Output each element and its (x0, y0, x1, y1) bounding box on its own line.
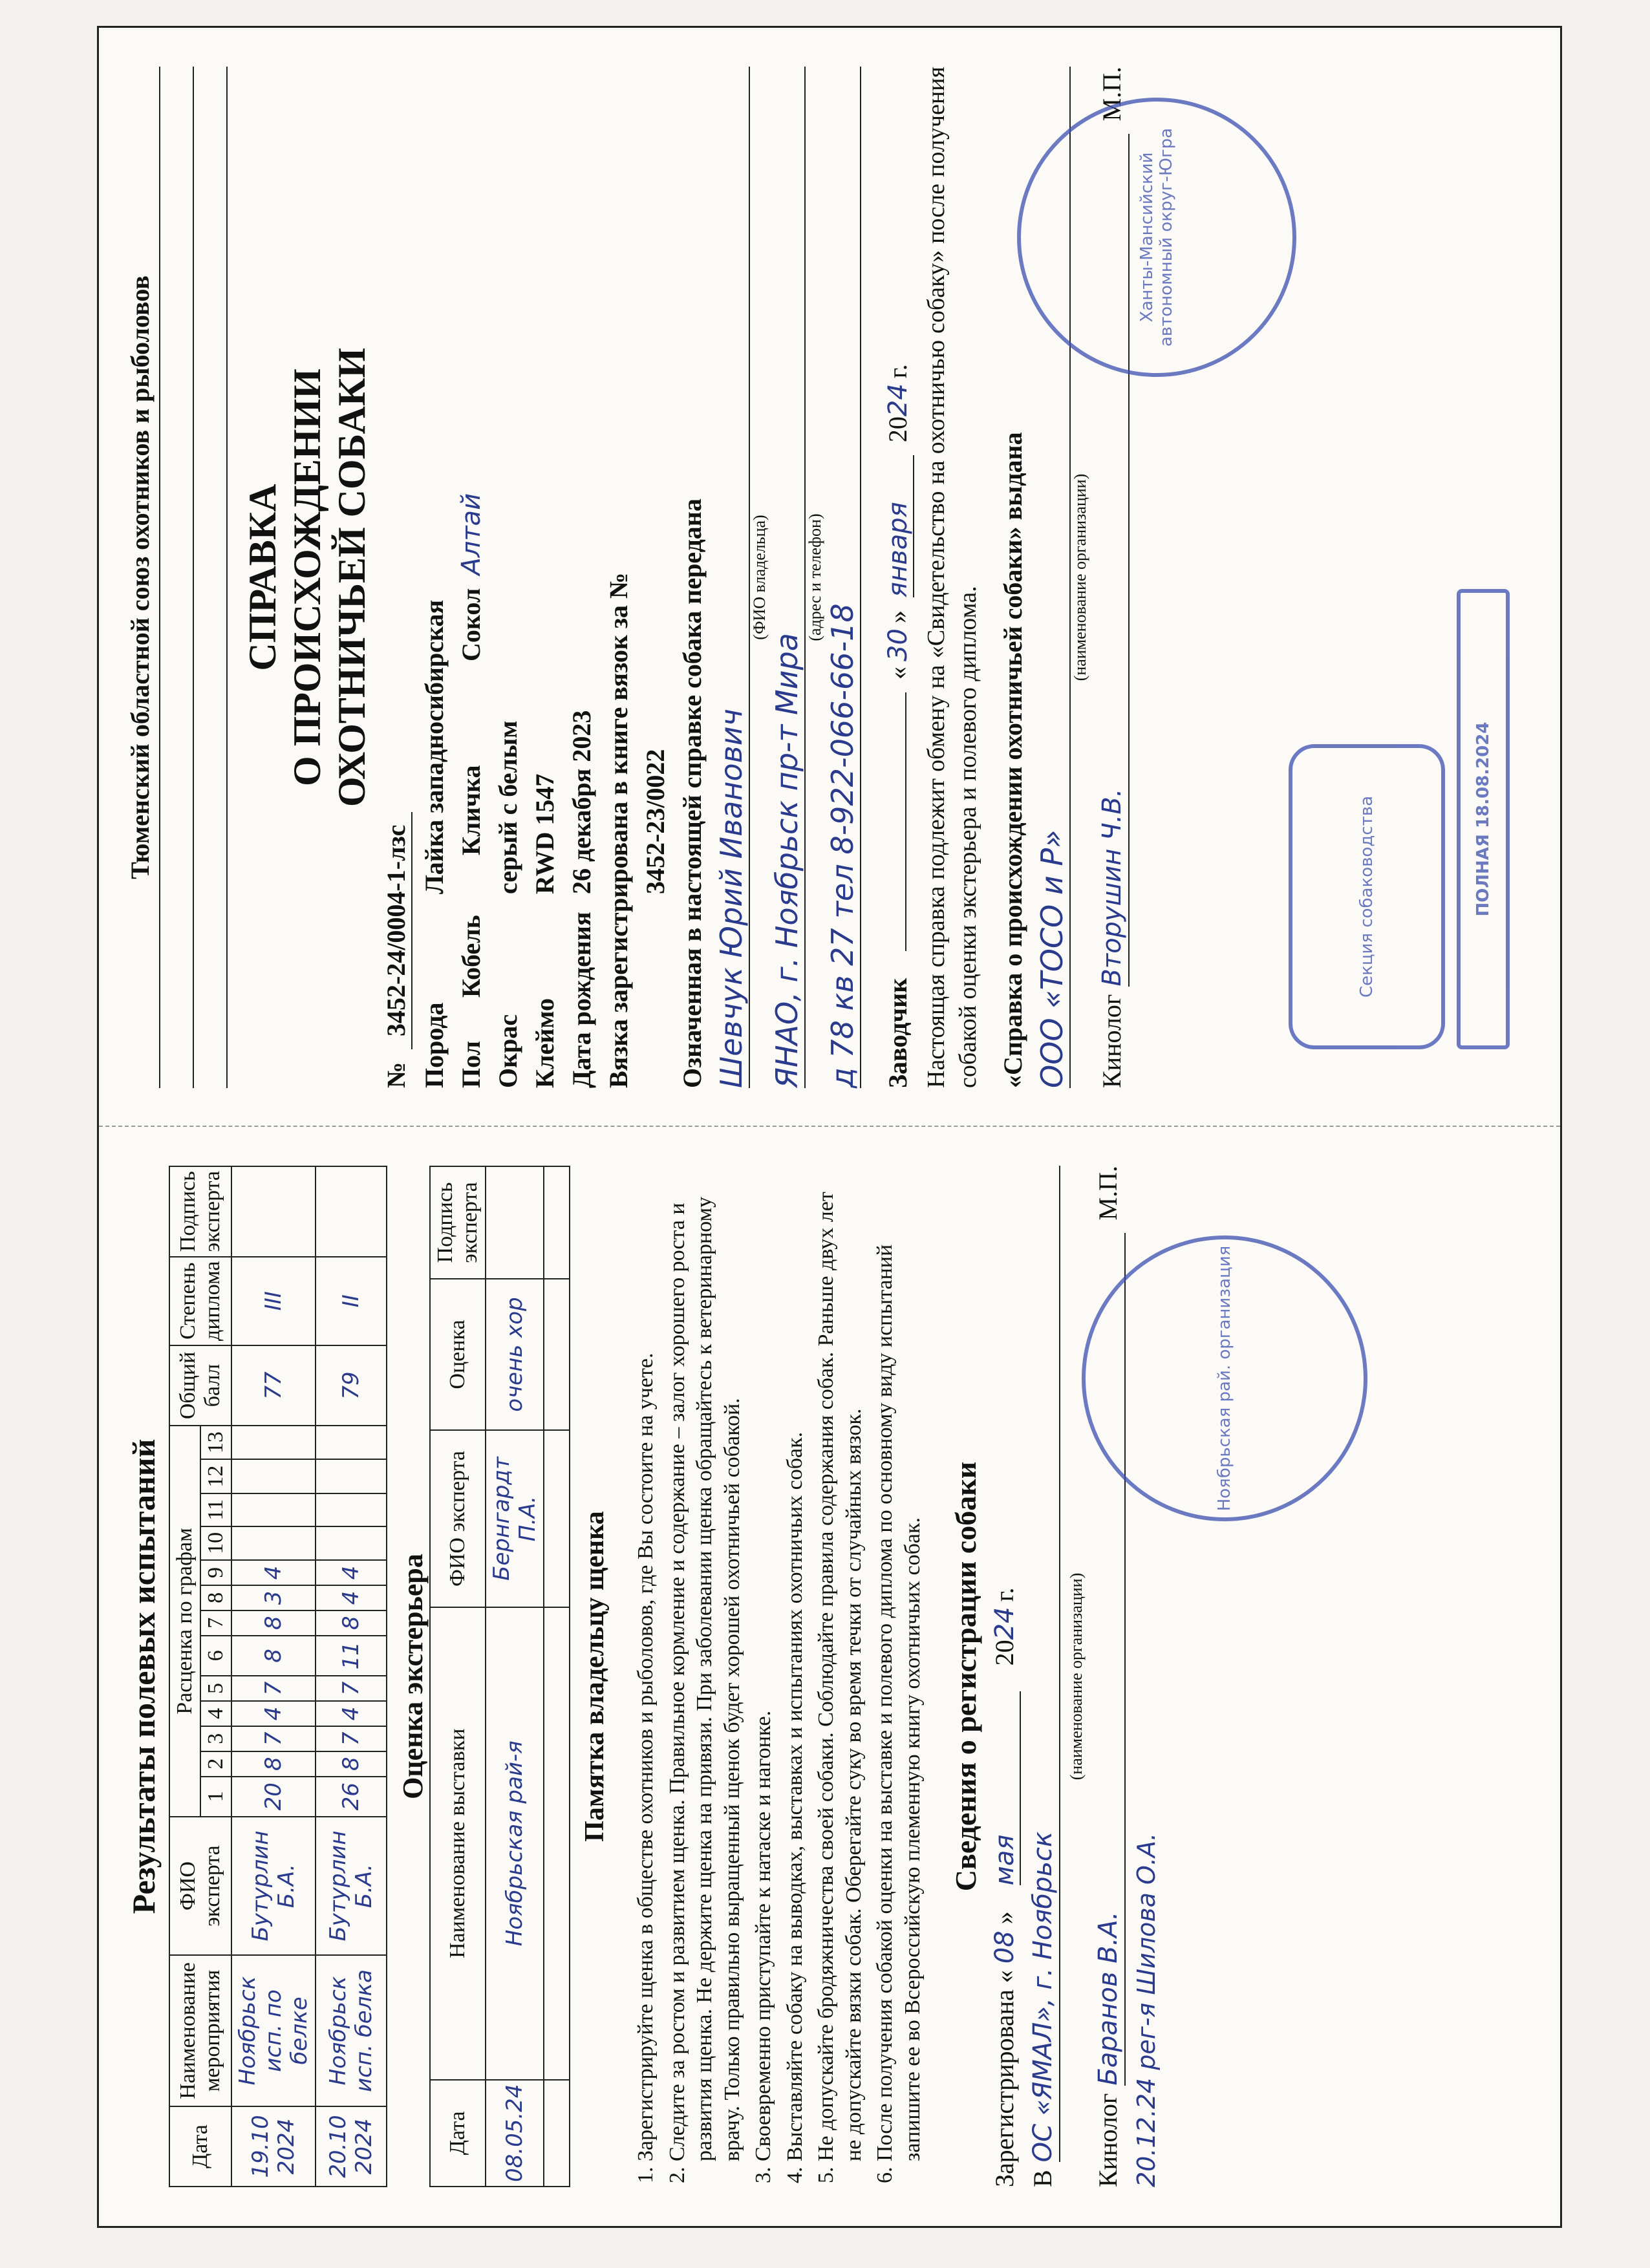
document-sheet (97, 26, 1562, 2228)
memo-item: 6. После получения собакой оценки на выставке и полевого диплома по основному виду испытаний запишите ее во Всероссийскую племенную книгу охотничьих собак. (872, 1166, 927, 2161)
th-total: Общий балл (169, 1345, 231, 1426)
trial-signature (316, 1166, 387, 1257)
ex-signature (486, 1166, 544, 1279)
breed-label: Порода (420, 1002, 449, 1088)
reg-mp: М.П. (1093, 1166, 1122, 1221)
field-trial-row (316, 1166, 387, 2187)
cert-title-2: О ПРОИСХОЖДЕНИИ (286, 369, 328, 786)
reg-label: Зарегистрирована « (990, 1970, 1019, 2187)
color-value: серый с белым (493, 720, 522, 894)
ex-date: 08.05.24 (486, 2080, 544, 2187)
memo-item: 3. Своевременно приступайте к натаске и нагонке. (750, 1166, 778, 2161)
color-label: Окрас (493, 1014, 522, 1088)
reg-kinolog-label: Кинолог (1093, 2093, 1122, 2187)
reg-day: 08 (990, 1931, 1020, 1964)
mating-label: Вязка зарегистрирована в книге вязок за № (604, 572, 633, 1088)
issued-mp: М.П. (1097, 67, 1126, 122)
breeder-label: Заводчик (883, 978, 912, 1088)
trial-grade-7: 8 (231, 1610, 316, 1636)
trial-grade-11 (231, 1493, 316, 1526)
owner-name-caption: (ФИО владельца) (750, 515, 769, 640)
field-trial-row (231, 1166, 316, 2187)
reg-year: 24 (990, 1607, 1020, 1640)
trial-grade-7: 8 (316, 1610, 387, 1636)
trial-date: 20.10 2024 (316, 2106, 387, 2187)
th-grades: Расценка по графам (169, 1426, 200, 1817)
brand-value: RWD 1547 (530, 773, 559, 894)
full-stamp (1457, 589, 1510, 1049)
trial-grade-9: 4 (231, 1560, 316, 1585)
dob-value: 26 декабря 2023 (567, 710, 596, 894)
name-hw: Алтай (456, 493, 486, 575)
trial-total: 79 (316, 1345, 387, 1426)
reg-note: 20.12.24 рег-я Шилова О.А. (1132, 1832, 1161, 2187)
breeder-row: Заводчик « 30 » января 20 24 г. (874, 67, 914, 1088)
grade-col-9: 9 (200, 1560, 231, 1585)
sex-name-row (456, 67, 486, 1088)
stamp-text-4: ПОЛНАЯ 18.08.2024 (1473, 722, 1493, 917)
breeder-day: 30 (883, 628, 913, 661)
ex-th-expert: ФИО эксперта (430, 1430, 486, 1607)
trial-event: Ноябрьск исп. по белке (231, 1955, 316, 2106)
memo-list (632, 1166, 927, 2187)
color-row (493, 67, 523, 1088)
sex-value: Кобель (456, 915, 486, 998)
cert-number-row (381, 67, 412, 1088)
trial-grade-10 (231, 1526, 316, 1560)
trial-expert: Бутурлин Б.А. (231, 1817, 316, 1955)
right-half (99, 28, 1560, 1127)
name-label: Кличка (456, 765, 486, 855)
breed-value: Лайка западносибирская (420, 599, 449, 894)
trial-diploma: III (231, 1257, 316, 1345)
trial-grade-3: 7 (231, 1726, 316, 1751)
trial-date: 19.10 2024 (231, 2106, 316, 2187)
grade-col-11: 11 (200, 1493, 231, 1526)
memo-title: Памятка владельцу щенка (580, 1511, 610, 1842)
registration-title: Сведения о регистрации собаки (949, 1461, 982, 1892)
cert-title-1: СПРАВКА (241, 484, 284, 671)
grade-col-7: 7 (200, 1610, 231, 1636)
stamp-text-3: Секция собаководства (1357, 795, 1377, 998)
number-label: № (381, 1062, 411, 1088)
reg-month: мая (990, 1691, 1021, 1885)
th-diploma: Степень диплома (169, 1257, 231, 1345)
stamp-text-1: Ноябрьская рай. организация (1215, 1245, 1234, 1512)
grade-col-3: 3 (200, 1726, 231, 1751)
trial-grade-4: 4 (316, 1701, 387, 1726)
trial-grade-12 (316, 1459, 387, 1493)
trial-grade-3: 7 (316, 1726, 387, 1751)
memo-item: 2. Следите за ростом и развитием щенка. Правильное кормление и содержание – залог хорошего роста и развития щенка. Не держите щенка на привязи. При заболевании щенка обращайтесь к ветеринарному врачу. Только правильно выращенный щенок будет хорошей охотничьей собакой. (664, 1166, 747, 2161)
notice-text: Настоящая справка подлежит обмену на «Свидетельство на охотничью собаку» после получения собакой оценки экстерьера и полевого диплома. (923, 67, 982, 1088)
grade-col-2: 2 (200, 1751, 231, 1777)
trial-signature (231, 1166, 316, 1257)
trial-diploma: II (316, 1257, 387, 1345)
owner-phone: д 78 кв 27 тел 8-922-066-66-18 (825, 67, 861, 1088)
trial-grade-12 (231, 1459, 316, 1493)
trial-grade-8: 3 (231, 1585, 316, 1610)
ex-expert: Бернгардт П.А. (486, 1430, 544, 1607)
owner-row (677, 67, 707, 1088)
owner-label: Означенная в настоящей справке собака передана (678, 498, 707, 1088)
owner-address-caption: (адрес и телефон) (806, 513, 824, 641)
ex-th-grade: Оценка (430, 1279, 486, 1430)
registration-stamp (1082, 1236, 1367, 1521)
stamp-text-2: Ханты-Мансийский автономный округ-Югра (1137, 127, 1176, 347)
memo-item: 1. Зарегистрируйте щенка в обществе охотников и рыболовов, где Вы состоите на учете. (632, 1166, 660, 2161)
reg-year-suffix: г. (990, 1587, 1019, 1602)
registration-org-row (1027, 1166, 1060, 2187)
exterior-title: Оценка экстерьера (397, 1554, 429, 1799)
trial-grade-6: 8 (231, 1636, 316, 1676)
trial-grade-8: 4 (316, 1585, 387, 1610)
trial-grade-9: 4 (316, 1560, 387, 1585)
breeder-month: января (883, 455, 914, 597)
sex-label: Пол (456, 1040, 486, 1088)
reg-year-prefix: 20 (990, 1640, 1019, 1666)
trial-grade-1: 26 (316, 1777, 387, 1817)
ex-show: Ноябрьская рай-я (486, 1607, 544, 2080)
issued-kinolog: Вторушин Ч.В. (1097, 134, 1130, 986)
reg-org: ОС «ЯМАЛ», г. Ноябрьск (1028, 1166, 1060, 2162)
org-name: Тюменский областной союз охотников и рыболовов (125, 67, 160, 1088)
grade-col-13: 13 (200, 1426, 231, 1459)
trial-grade-13 (231, 1426, 316, 1459)
trial-grade-2: 8 (231, 1751, 316, 1777)
grade-col-5: 5 (200, 1676, 231, 1701)
ex-th-signature: Подпись эксперта (430, 1166, 486, 1279)
registration-date-row: Зарегистрирована « 08 » мая 20 24 г. (990, 1587, 1020, 2187)
reg-kinolog: Баранов В.А. (1093, 1233, 1126, 2085)
issued-org-caption: (наименование организации) (1070, 473, 1089, 681)
trial-grade-10 (316, 1526, 387, 1560)
section-stamp (1289, 744, 1445, 1049)
grade-col-8: 8 (200, 1585, 231, 1610)
issued-label: «Справка о происхождении охотничьей собаки» выдана (998, 432, 1027, 1088)
memo-item: 4. Выставляйте собаку на выводках, выставках и испытаниях охотничьих собак. (782, 1166, 809, 2161)
rotated-content (99, 28, 1560, 2226)
trial-total: 77 (231, 1345, 316, 1426)
trial-grade-5: 7 (316, 1676, 387, 1701)
brand-row (530, 67, 560, 1088)
field-trials-table (169, 1166, 387, 2187)
grade-col-10: 10 (200, 1526, 231, 1560)
memo-item: 5. Не допускайте бродяжничества своей собаки. Соблюдайте правила содержания собак. Раньше двух лет не допускайте вязки собак. Оберегайте суку во время течки от случайных вязок. (813, 1166, 868, 2161)
ex-th-show: Наименование выставки (430, 1607, 486, 2080)
th-expert: ФИО эксперта (169, 1817, 231, 1955)
th-signature: Подпись эксперта (169, 1166, 231, 1257)
grade-col-1: 1 (200, 1777, 231, 1817)
owner-address: ЯНАО, г. Ноябрьск пр-т Мира (769, 67, 806, 1088)
th-date: Дата (169, 2106, 231, 2187)
mating-value-row (640, 67, 670, 1088)
exterior-row (486, 1166, 544, 2187)
mating-row (603, 67, 634, 1088)
grade-col-4: 4 (200, 1701, 231, 1726)
reg-org-caption: (наименование организации) (1067, 1572, 1086, 1781)
cert-title-3: ОХОТНИЧЬЕЙ СОБАКИ (330, 347, 373, 808)
breed-row (419, 67, 449, 1088)
left-half (99, 1126, 1560, 2226)
issued-stamp (1017, 98, 1296, 377)
grade-col-12: 12 (200, 1459, 231, 1493)
mating-value: 3452-23/0022 (641, 749, 670, 894)
reg-in-label: В (1028, 2170, 1057, 2187)
cert-number: 3452-24/0004-1-лзс (381, 812, 412, 1049)
trial-grade-4: 4 (231, 1701, 316, 1726)
trial-expert: Бутурлин Б.А. (316, 1817, 387, 1955)
trial-event: Ноябрьск исп. белка (316, 1955, 387, 2106)
trial-grade-13 (316, 1426, 387, 1459)
trial-grade-6: 11 (316, 1636, 387, 1676)
field-trials-title: Результаты полевых испытаний (125, 1439, 162, 1914)
breeder-year-prefix: 20 (883, 416, 912, 443)
trial-grade-11 (316, 1493, 387, 1526)
trial-grade-5: 7 (231, 1676, 316, 1701)
exterior-table (429, 1166, 570, 2187)
breeder-year: 24 (883, 383, 913, 417)
ex-grade: очень хор (486, 1279, 544, 1430)
issued-kinolog-label: Кинолог (1097, 994, 1126, 1088)
owner-name: Шевчук Юрий Иванович (714, 67, 750, 1088)
issued-org: ООО «ТОСО и Р» (1034, 67, 1071, 1088)
ex-th-date: Дата (430, 2080, 486, 2187)
name-value: Сокол (456, 588, 486, 661)
dob-label: Дата рождения (567, 912, 596, 1088)
dob-row (566, 67, 597, 1088)
breeder-year-suffix: г. (883, 364, 912, 379)
grade-col-6: 6 (200, 1636, 231, 1676)
trial-grade-2: 8 (316, 1751, 387, 1777)
brand-label: Клеймо (530, 998, 559, 1088)
th-event: Наименование мероприятия (169, 1955, 231, 2106)
trial-grade-1: 20 (231, 1777, 316, 1817)
